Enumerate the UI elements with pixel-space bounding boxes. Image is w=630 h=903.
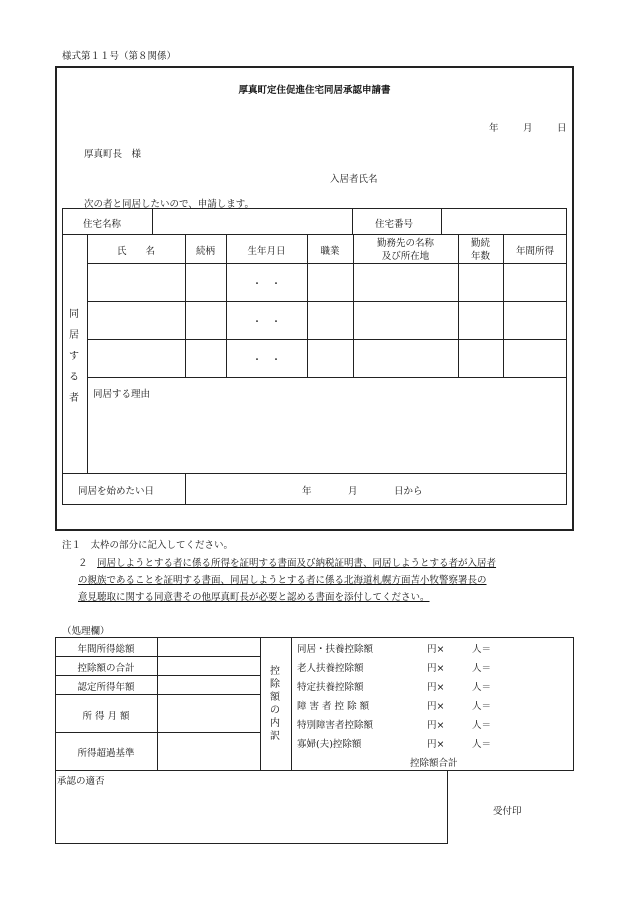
reason-label: 同居する理由: [93, 389, 151, 400]
deduction-total-label: 控除額合計: [410, 758, 458, 769]
col-birthdate: 生年月日: [247, 246, 286, 257]
col-occupation: 職業: [320, 246, 340, 257]
deduction-sum-label: 控除額の合計: [77, 663, 135, 674]
deduction-disabled: 障 害 者 控 除 額: [297, 701, 370, 712]
birthdate-dots-row3: ・ ・: [252, 355, 281, 366]
yen-times-1: 円×: [427, 644, 445, 655]
person-eq-2: 人＝: [472, 663, 492, 674]
person-eq-1: 人＝: [472, 644, 492, 655]
col-annual-income: 年間所得: [515, 246, 554, 257]
deduction-breakdown-vertical-label: 控 除 額 の 内 訳: [270, 666, 280, 742]
deduction-specific: 特定扶養控除額: [297, 682, 364, 693]
deduction-special-disabled: 特別障害者控除額: [297, 720, 374, 731]
person-eq-6: 人＝: [472, 739, 492, 750]
birthdate-dots-row1: ・ ・: [252, 279, 281, 290]
col-service-years: 勤続 年数: [470, 238, 490, 262]
approval-box: [55, 770, 448, 844]
deduction-widow: 寡婦(夫)控除額: [297, 739, 362, 750]
housing-name-label: 住宅名称: [83, 219, 122, 230]
certified-income-label: 認定所得年額: [77, 682, 135, 693]
intro-text: 次の者と同居したいので、申請します。: [84, 199, 255, 210]
start-month-label: 月: [348, 486, 358, 497]
cohabitant-vertical-label: 同 居 す る 者: [69, 309, 79, 404]
col-name: 氏 名: [116, 246, 155, 257]
yen-times-6: 円×: [427, 739, 445, 750]
person-eq-3: 人＝: [472, 682, 492, 693]
note-2-line3: 意見聴取に関する同意書その他厚真町長が必要と認める書面を添付してください。: [78, 592, 430, 603]
housing-number-label: 住宅番号: [375, 219, 414, 230]
note-2-line1: ２ 同居しようとする者に係る所得を証明する書面及び納税証明書、同居しようとする者が入居者: [78, 558, 497, 569]
start-year-label: 年: [302, 486, 312, 497]
note-1: 注１ 太枠の部分に記入してください。: [62, 540, 234, 551]
form-number: 様式第１１号（第８関係）: [62, 51, 177, 62]
col-workplace: 勤務先の名称 及び所在地: [376, 238, 434, 262]
deduction-elderly: 老人扶養控除額: [297, 663, 364, 674]
yen-times-3: 円×: [427, 682, 445, 693]
monthly-income-label: 所 得 月 額: [82, 711, 130, 722]
income-excess-label: 所得超過基準: [77, 748, 135, 759]
start-date-label: 同居を始めたい日: [78, 486, 155, 497]
processing-heading: （処理欄）: [62, 626, 110, 637]
col-relation: 続柄: [195, 246, 215, 257]
date-day-label: 日: [557, 123, 567, 134]
receipt-stamp-label: 受付印: [493, 806, 522, 817]
form-title: 厚真町定住促進住宅同居承認申請書: [238, 85, 391, 96]
approval-label: 承認の適否: [57, 776, 105, 787]
date-year-label: 年: [489, 123, 499, 134]
applicant-name-label: 入居者氏名: [330, 174, 378, 185]
housing-number-field[interactable]: [442, 209, 566, 233]
person-eq-5: 人＝: [472, 720, 492, 731]
addressee: 厚真町長 様: [84, 149, 142, 160]
yen-times-4: 円×: [427, 701, 445, 712]
start-from-label: 日から: [394, 486, 423, 497]
birthdate-dots-row2: ・ ・: [252, 317, 281, 328]
date-month-label: 月: [523, 123, 533, 134]
housing-name-field[interactable]: [153, 209, 351, 233]
reason-field[interactable]: [88, 378, 566, 472]
note-2-line2: の親族であることを証明する書面、同居しようとする者に係る北海道札幌方面苫小牧警察署長の: [78, 575, 487, 586]
annual-income-total-label: 年間所得総額: [77, 644, 135, 655]
yen-times-5: 円×: [427, 720, 445, 731]
deduction-cohabit: 同居・扶養控除額: [297, 644, 374, 655]
person-eq-4: 人＝: [472, 701, 492, 712]
yen-times-2: 円×: [427, 663, 445, 674]
